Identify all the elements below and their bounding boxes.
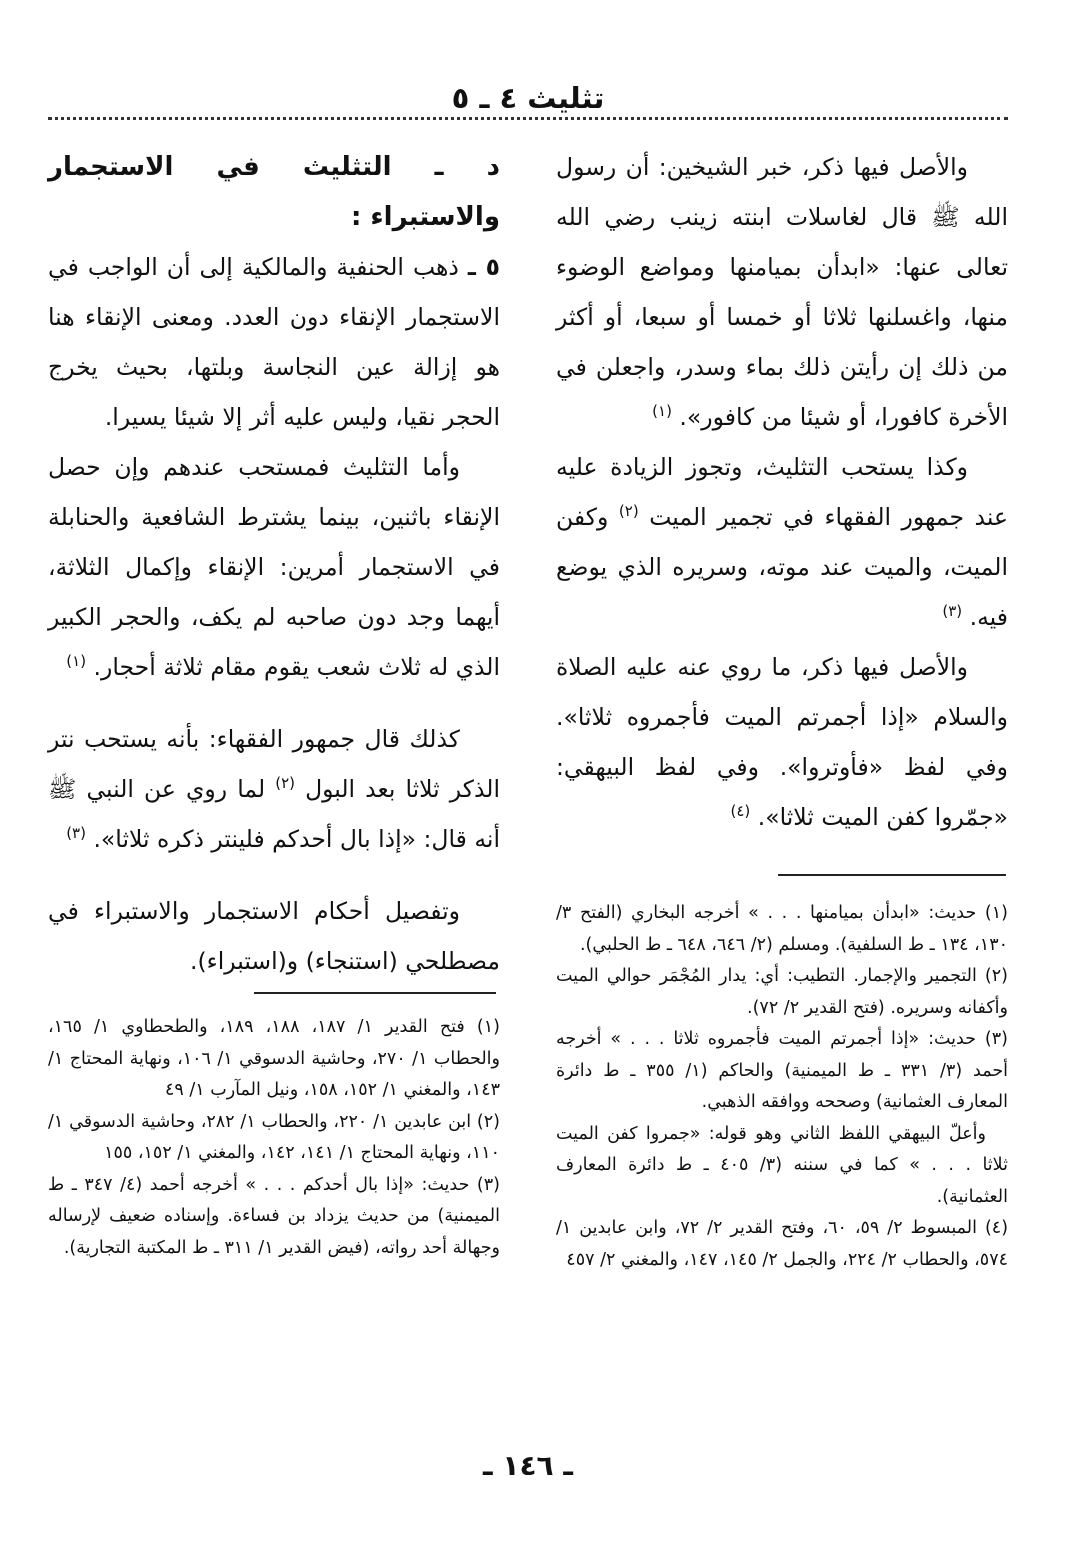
left-paragraph-4-text: وتفصيل أحكام الاستجمار والاستبراء في مصطلحي (استنجاء) و(استبراء).	[48, 897, 500, 975]
right-paragraph-1	[556, 142, 1008, 442]
footnote-divider-right	[778, 874, 1006, 876]
left-paragraph-1	[48, 242, 500, 442]
footnote-ref-left-1: (١)	[66, 652, 87, 671]
footnote-right-3: (٣) حديث: «إذا أجمرتم الميت فأجمروه ثلاثا . . . » أخرجه أحمد (٣/ ٣٣١ ـ ط الميمنية) والحاكم (١/ ٣٥٥ ـ ط دائرة المعارف العثمانية) وصححه ووافقه الذهبي.	[556, 1029, 1009, 1112]
footnote-left-1: (١) فتح القدير ١/ ١٨٧، ١٨٨، ١٨٩، والطحطاوي ١/ ١٦٥، والحطاب ١/ ٢٧٠، وحاشية الدسوقي ١/ ١٠٦، ونهاية المحتاج ١/ ١٤٣، والمغني ١/ ١٥٢، ١٥٨، ونيل المآرب ١/ ٤٩	[48, 1017, 500, 1100]
left-column	[48, 142, 500, 986]
footnote-right-1: (١) حديث: «ابدأن بميامنها . . . » أخرجه البخاري (الفتح ٣/ ١٣٠، ١٣٤ ـ ط السلفية). ومسلم (٢/ ٦٤٦، ٦٤٨ ـ ط الحلبي).	[556, 903, 1008, 955]
footnote-left-2: (٢) ابن عابدين ١/ ٢٢٠، والحطاب ١/ ٢٨٢، وحاشية الدسوقي ١/ ١١٠، ونهاية المحتاج ١/ ١٤١، ١٤٢، والمغني ١/ ١٥٢، ١٥٥	[48, 1111, 500, 1163]
section-heading: د ـ التثليث في الاستجمار والاستبراء :	[48, 152, 500, 232]
page-header-title: تثليث ٤ ـ ٥	[451, 81, 605, 115]
right-paragraph-3-text: والأصل فيها ذكر، ما روي عنه عليه الصلاة والسلام «إذا أجمرتم الميت فأجمروه ثلاثا». وفي لفظ «فأوتروا». وفي لفظ البيهقي: «جمّروا كفن الميت ثلاثا».	[556, 653, 1008, 831]
footnote-ref-3: (٣)	[942, 602, 963, 621]
footnote-ref-1: (١)	[652, 402, 672, 421]
left-paragraph-1-text: ذهب الحنفية والمالكية إلى أن الواجب في الاستجمار الإنقاء دون العدد. ومعنى الإنقاء هنا هو إزالة عين النجاسة وبلتها، بحيث يخرج الحجر نقيا، وليس عليه أثر إلا شيئا يسيرا.	[48, 253, 500, 431]
header-dotted-rule	[48, 117, 1008, 120]
left-paragraph-2	[48, 442, 500, 692]
footnote-ref-left-2: (٢)	[275, 774, 295, 793]
left-paragraph-4	[48, 886, 500, 986]
right-paragraph-2b-text: وكفن الميت، والميت عند موته، وسريره الذي يوضع فيه.	[556, 503, 1008, 631]
footnote-ref-2: (٢)	[618, 502, 639, 521]
page-number: ـ ١٤٦ ـ	[483, 1449, 573, 1482]
footnote-right-3-continued: وأعلّ البيهقي اللفظ الثاني وهو قوله: «جمروا كفن الميت ثلاثا . . . » كما في سننه (٣/ ٤٠٥ ـ ط دائرة المعارف العثمانية).	[556, 1123, 1008, 1207]
left-paragraph-3b-text: لما روي عن النبي ﷺ أنه قال: «إذا بال أحدكم فلينتر ذكره ثلاثا».	[48, 775, 500, 853]
footnote-right-4: (٤) المبسوط ٢/ ٥٩، ٦٠، وفتح القدير ٢/ ٧٢، وابن عابدين ١/ ٥٧٤، والحطاب ٢/ ٢٢٤، والجمل ٢/ ١٤٥، ١٤٧، والمغني ٢/ ٤٥٧	[556, 1218, 1009, 1270]
footnote-right-2: (٢) التجمير والإجمار. التطيب: أي: يدار المُجْمَر حوالي الميت وأكفانه وسريره. (فتح القدير ٢/ ٧٢).	[556, 966, 1008, 1018]
left-paragraph-2-text: وأما التثليث فمستحب عندهم وإن حصل الإنقاء باثنين، بينما يشترط الشافعية والحنابلة في الاستجمار أمرين: الإنقاء وإكمال الثلاثة، أيهما وجد دون صاحبه لم يكف، والحجر الكبير الذي له ثلاث شعب يقوم مقام ثلاثة أحجار.	[48, 453, 500, 681]
footnote-left-3: (٣) حديث: «إذا بال أحدكم . . . » أخرجه أحمد (٤/ ٣٤٧ ـ ط الميمنية) من حديث يزداد بن فساءة. وإسناده ضعيف لإرساله وجهالة أحد رواته، (فيض القدير ١/ ٣١١ ـ ط المكتبة التجارية).	[48, 1174, 500, 1258]
right-paragraph-1-text: والأصل فيها ذكر، خبر الشيخين: أن رسول الله ﷺ قال لغاسلات ابنته زينب رضي الله تعالى عنها: «ابدأن بميامنها ومواضع الوضوء منها، واغسلنها ثلاثا أو خمسا أو سبعا، أو أكثر من ذلك إن رأيتن ذلك بماء وسدر، واجعلن في الأخرة كافورا، أو شيئا من كافور».	[556, 153, 1008, 431]
left-paragraph-3	[48, 714, 500, 864]
right-paragraph-2	[556, 442, 1008, 642]
footnotes-left	[48, 1012, 500, 1264]
right-paragraph-3	[556, 642, 1008, 842]
footnote-ref-left-3: (٣)	[66, 824, 86, 843]
right-paragraph-2a-text: وكذا يستحب التثليث، وتجوز الزيادة عليه عند جمهور الفقهاء في تجمير الميت	[556, 453, 1008, 531]
left-paragraph-3a-text: كذلك قال جمهور الفقهاء: بأنه يستحب نتر الذكر ثلاثا بعد البول	[48, 725, 500, 803]
footnote-divider-left	[254, 992, 496, 994]
paragraph-number: ٥ ـ	[467, 253, 500, 281]
footnotes-right	[556, 898, 1008, 1276]
footnote-ref-4: (٤)	[730, 802, 751, 821]
right-column	[556, 142, 1008, 842]
